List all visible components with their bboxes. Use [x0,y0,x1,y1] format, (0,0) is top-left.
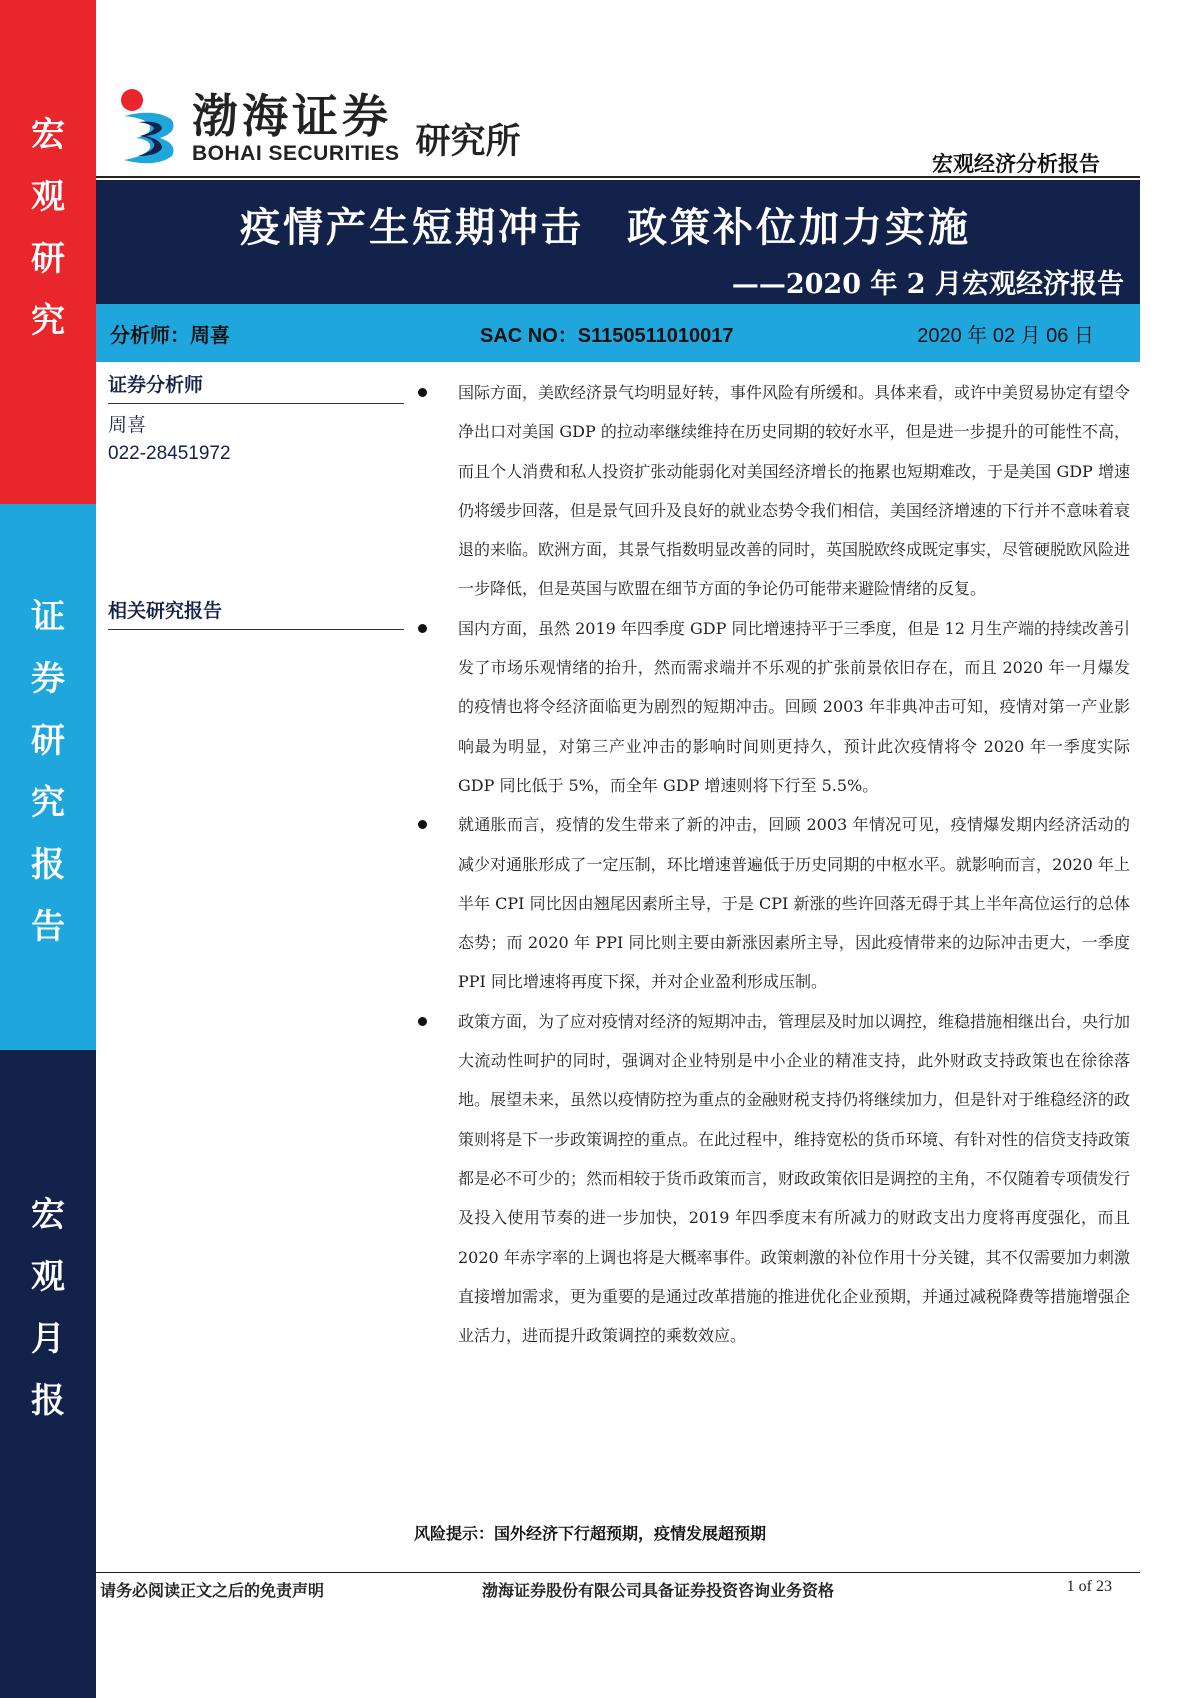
sidebar-char: 月 [31,1319,65,1359]
page-number: 1 of 23 [1066,1578,1112,1595]
bullet-text: 国内方面，虽然 2019 年四季度 GDP 同比增速持平于三季度，但是 12 月生产端的持续改善引发了市场乐观情绪的抬升，然而需求端并不乐观的扩张前景依旧存在，而且 2020 年一月爆发的疫情也将令经济面临更为剧烈的短期冲击。回顾 2003 年非典冲击可知，疫情对第一产业影响最为明显，对第三产业冲击的影响时间则更持久，预计此次疫情将令 2020 年一季度实际 GDP 同比低于 5%，而全年 GDP 增速则将下行至 5.5%。 [458,618,1130,795]
sidebar-char: 宏 [31,1195,65,1235]
risk-warning: 风险提示：国外经济下行超预期，疫情发展超预期 [414,1524,767,1543]
analyst-heading: 证券分析师 [108,370,404,404]
analyst-phone: 022-28451972 [108,443,231,464]
bullet-text: 就通胀而言，疫情的发生带来了新的冲击，回顾 2003 年情况可见，疫情爆发期内经济活动的减少对通胀形成了一定压制，环比增速普遍低于历史同期的中枢水平。就影响而言，2020 年上半年 CPI 同比因由翘尾因素所主导，于是 CPI 新涨的些许回落无碍于其上半年高位运行的总体态势；而 2020 年 PPI 同比则主要由新涨因素所主导，因此疫情带来的边际冲击更大，一季度 PPI 同比增速将再度下探，并对企业盈利形成压制。 [458,815,1130,992]
title-band [96,180,1140,304]
bohai-logo-icon [116,86,182,166]
logo-english: BOHAI SECURITIES [192,142,400,165]
info-band [96,304,1140,362]
summary-content [410,373,1130,1355]
analyst-name: 周喜 [108,414,147,436]
sidebar-char: 宏 [31,115,65,155]
bullet-inflation [410,805,1130,1001]
sidebar-char: 券 [31,659,65,699]
sidebar-macro-research [0,0,96,504]
sidebar-char: 观 [31,1257,65,1297]
sidebar-char: 观 [31,177,65,217]
logo-wordmark [192,90,400,166]
related-reports-heading: 相关研究报告 [108,596,404,630]
bullet-domestic [410,609,1130,805]
bullet-text: 国际方面，美欧经济景气均明显好转，事件风险有所缓和。具体来看，或许中美贸易协定有望令净出口对美国 GDP 的拉动率继续维持在历史同期的较好水平，但是进一步提升的可能性不高，而且个人消费和私人投资扩张动能弱化对美国经济增长的拖累也短期难改，于是美国 GDP 增速仍将缓步回落，但是景气回升及良好的就业态势令我们相信，美国经济增速的下行并不意味着衰退的来临。欧洲方面，其景气指数明显改善的同时，英国脱欧终成既定事实，尽管硬脱欧风险进一步降低，但是英国与欧盟在细节方面的争论仍可能带来避险情绪的反复。 [458,383,1131,599]
sidebar-char: 告 [31,907,65,947]
page-footer [96,1572,1140,1606]
sidebar-char: 究 [31,301,65,341]
report-type: 宏观经济分析报告 [932,151,1100,176]
bullet-text: 政策方面，为了应对疫情对经济的短期冲击，管理层及时加以调控，维稳措施相继出台，央行加大流动性呵护的同时，强调对企业特别是中小企业的精准支持，此外财政支持政策也在徐徐落地。展望未来，虽然以疫情防控为重点的金融财税支持仍将继续加力，但是针对于维稳经济的政策则将是下一步政策调控的重点。在此过程中，维持宽松的货币环境、有针对性的信贷支持政策都是必不可少的；然而相较于货币政策而言，财政政策依旧是调控的主角，不仅随着专项债发行及投入使用节奏的进一步加快，2019 年四季度末有所减力的财政支出力度将再度强化，而且 2020 年赤字率的上调也将是大概率事件。政策刺激的补位作用十分关键，其不仅需要加力刺激直接增加需求，更为重要的是通过改革措施的推进优化企业预期，并通过减税降费等措施增强企业活力，进而提升政策调控的乘数效应。 [458,1011,1131,1346]
sac-number: SAC NO：S1150511010017 [480,325,734,347]
company-logo [116,86,521,166]
bullet-international [410,373,1130,609]
sidebar-char: 证 [31,597,65,637]
bullet-dot-icon [418,388,427,397]
analyst-label: 分析师：周喜 [110,323,230,347]
header-divider [96,176,1140,178]
report-date: 2020 年 02 月 06 日 [917,325,1094,347]
sidebar-char: 报 [31,1381,65,1421]
bullet-dot-icon [418,820,427,829]
report-title: 疫情产生短期冲击 政策补位加力实施 [240,204,971,251]
sidebar-char: 研 [31,239,65,279]
report-subtitle: ——2020 年 2 月宏观经济报告 [731,269,1124,300]
footer-disclaimer: 请务必阅读正文之后的免责声明 [100,1581,325,1600]
footer-qualification: 渤海证券股份有限公司具备证券投资咨询业务资格 [482,1581,835,1600]
sidebar-char: 究 [31,783,65,823]
logo-chinese: 渤海证券 [192,89,392,143]
bullet-policy [410,1002,1130,1356]
sidebar-char: 研 [31,721,65,761]
institute-name: 研究所 [415,121,521,162]
sidebar-monthly-report [0,1050,96,1698]
sidebar-securities-report [0,504,96,1050]
sidebar-char: 报 [31,845,65,885]
analyst-info [108,370,404,465]
bullet-dot-icon [418,1017,427,1026]
bullet-dot-icon [418,624,427,633]
